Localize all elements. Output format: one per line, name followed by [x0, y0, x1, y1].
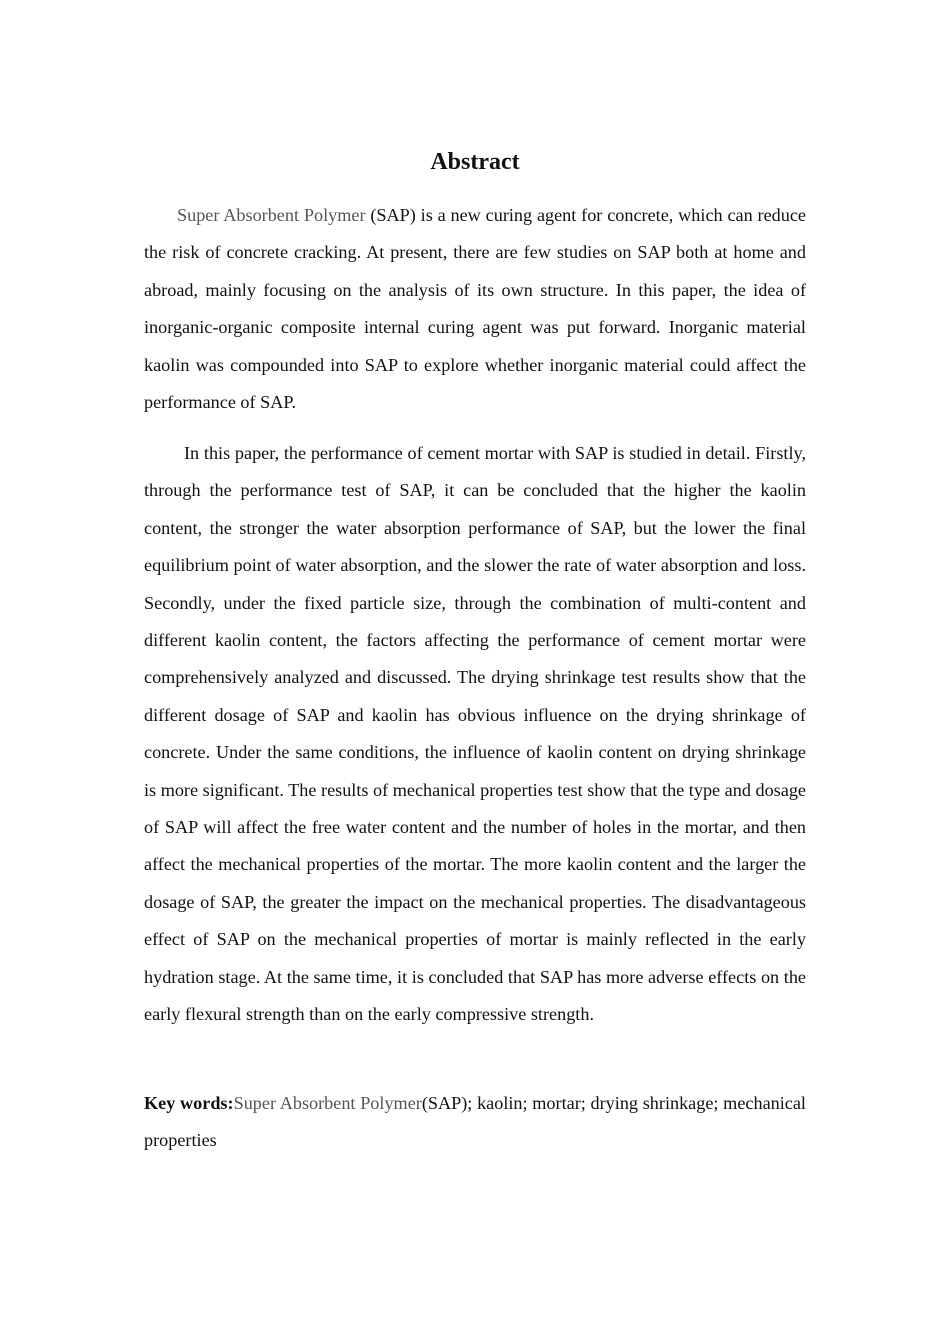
abstract-paragraph-1	[144, 197, 806, 421]
keywords-list: (SAP); kaolin; mortar; drying shrinkage; mechanical properties	[144, 1093, 806, 1151]
abstract-title: Abstract	[430, 149, 520, 175]
sap-term: Super Absorbent Polymer	[177, 205, 366, 225]
keywords-label: Key words:	[144, 1093, 234, 1113]
abstract-paragraph-2: In this paper, the performance of cement mortar with SAP is studied in detail. Firstly, through the performance test of SAP, it can be concluded that the higher the kaolin content, the stronger the water absorption performance of SAP, but the lower the final equilibrium point of water absorption, and the slower the rate of water absorption and loss. Secondly, under the fixed particle size, through the combination of multi-content and different kaolin content, the factors affecting the performance of cement mortar were comprehensively analyzed and discussed. The drying shrinkage test results show that the different dosage of SAP and kaolin has obvious influence on the drying shrinkage of concrete. Under the same conditions, the influence of kaolin content on drying shrinkage is more significant. The results of mechanical properties test show that the type and dosage of SAP will affect the free water content and the number of holes in the mortar, and then affect the mechanical properties of the mortar. The more kaolin content and the larger the dosage of SAP, the greater the impact on the mechanical properties. The disadvantageous effect of SAP on the mechanical properties of mortar is mainly reflected in the early hydration stage. At the same time, it is concluded that SAP has more adverse effects on the early flexural strength than on the early compressive strength.	[144, 443, 806, 1025]
keywords-sap-term: Super Absorbent Polymer	[233, 1093, 422, 1113]
keywords-line	[144, 1085, 806, 1160]
paragraph-1-text: (SAP) is a new curing agent for concrete, which can reduce the risk of concrete cracking. At present, there are few studies on SAP both at home and abroad, mainly focusing on the analysis of its own structure. In this paper, the idea of inorganic-organic composite internal curing agent was put forward. Inorganic material kaolin was compounded into SAP to explore whether inorganic material could affect the performance of SAP.	[144, 205, 806, 413]
